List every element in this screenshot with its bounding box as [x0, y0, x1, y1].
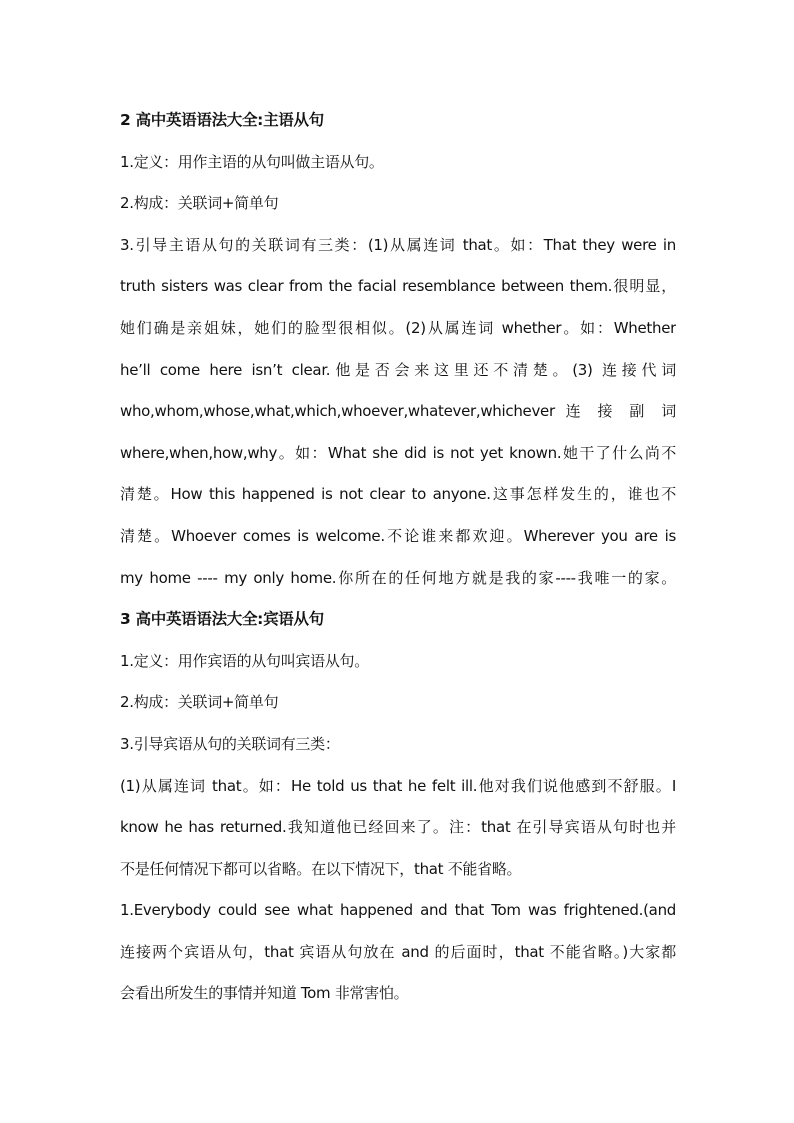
- object-clause-line: know he has returned.我知道他已经回来了。注：that 在引导宾语从句时也并: [120, 818, 676, 837]
- subject-clause-line: 3.引导主语从句的关联词有三类：(1)从属连词 that。如：That they were in: [120, 235, 676, 254]
- subject-clause-line: 清楚。Whoever comes is welcome.不论谁来都欢迎。Wherever you are is: [120, 526, 676, 545]
- section-heading-subject-clause: 2 高中英语语法大全:主语从句: [120, 111, 324, 129]
- section-heading-object-clause: 3 高中英语语法大全:宾语从句: [120, 610, 324, 629]
- object-clause-line: 1.Everybody could see what happened and that Tom was frightened.(and: [120, 901, 676, 920]
- subject-clause-line: where,when,how,why。如：What she did is not yet known.她干了什么尚不: [120, 443, 676, 462]
- subject-clause-definition: 1.定义：用作主语的从句叫做主语从句。: [120, 152, 384, 171]
- object-clause-line: (1)从属连词 that。如：He told us that he felt ill.他对我们说他感到不舒服。I: [120, 776, 676, 795]
- subject-clause-line: truth sisters was clear from the facial resemblance between them.很明显，: [120, 277, 676, 296]
- object-clause-intro: 3.引导宾语从句的关联词有三类：: [120, 734, 340, 753]
- subject-clause-line: 她们确是亲姐妹，她们的脸型很相似。(2)从属连词 whether。如：Whether: [120, 318, 676, 337]
- subject-clause-line: he’ll come here isn’t clear.他是否会来这里还不清楚。(3) 连接代词: [120, 360, 676, 379]
- subject-clause-line: 清楚。How this happened is not clear to anyone.这事怎样发生的，谁也不: [120, 485, 676, 504]
- object-clause-line: 不是任何情况下都可以省略。在以下情况下，that 不能省略。: [120, 859, 522, 878]
- object-clause-line: 会看出所发生的事情并知道 Tom 非常害怕。: [120, 984, 409, 1003]
- subject-clause-line: my home ---- my only home.你所在的任何地方就是我的家----我唯一的家。: [120, 568, 676, 587]
- object-clause-definition: 1.定义：用作宾语的从句叫宾语从句。: [120, 651, 369, 670]
- object-clause-line: 连接两个宾语从句，that 宾语从句放在 and 的后面时，that 不能省略。)大家都: [120, 942, 676, 961]
- subject-clause-structure: 2.构成：关联词+简单句: [120, 194, 279, 213]
- subject-clause-line: who,whom,whose,what,which,whoever,whatever,whichever 连 接 副 词: [120, 402, 676, 421]
- document-page: [120, 100, 676, 1015]
- object-clause-structure: 2.构成：关联词+简单句: [120, 693, 279, 712]
